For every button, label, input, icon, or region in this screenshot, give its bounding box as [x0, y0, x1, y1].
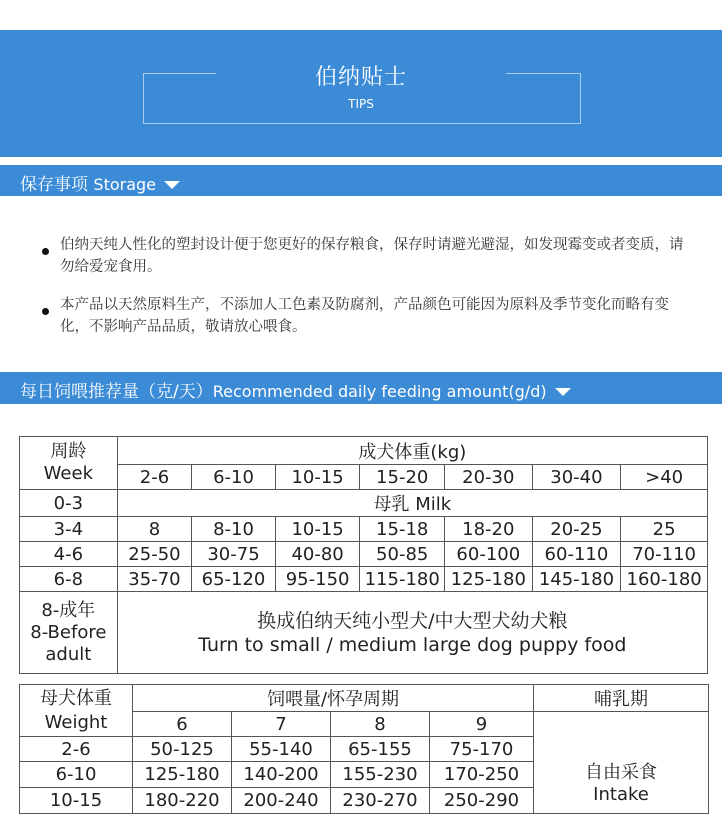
table-cell: 125-180 [133, 762, 232, 788]
table-cell: 8 [117, 517, 192, 542]
lactation-cell: 自由采食 Intake [534, 712, 709, 814]
caret-down-icon [164, 181, 180, 189]
table-cell: 25 [621, 517, 708, 542]
storage-heading: 保存事项 [20, 175, 88, 195]
age-cell: 0-3 [20, 490, 118, 517]
lactation-header: 哺乳期 [534, 685, 709, 712]
milk-cell: 母乳 Milk [117, 490, 707, 517]
table-cell: 75-170 [430, 737, 534, 762]
table-cell: 200-240 [232, 788, 331, 814]
feeding-section-bar[interactable] [0, 372, 722, 404]
table-cell: 8-10 [192, 517, 276, 542]
weight-cell: 10-15 [20, 788, 133, 814]
table-cell: 50-85 [360, 542, 445, 567]
feeding-heading: 每日饲喂推荐量（克/天） [20, 382, 213, 402]
week-col: 6 [133, 712, 232, 737]
storage-item: 本产品以天然原料生产，不添加人工色素及防腐剂，产品颜色可能因为原料及季节变化而略有变化，不影响产品品质，敬请放心喂食。 [60, 297, 669, 335]
table-cell: 40-80 [275, 542, 360, 567]
age-header: 周龄 Week [20, 437, 118, 490]
table-cell: 140-200 [232, 762, 331, 788]
mother-feeding-table [19, 684, 709, 814]
weight-header: 母犬体重 Weight [20, 685, 133, 737]
table-cell: 70-110 [621, 542, 708, 567]
table-cell: 65-155 [331, 737, 430, 762]
feed-header: 饲喂量/怀孕周期 [133, 685, 534, 712]
week-col: 9 [430, 712, 534, 737]
storage-section-bar[interactable] [0, 165, 722, 196]
table-cell: 60-110 [532, 542, 621, 567]
table-cell: 160-180 [621, 567, 708, 592]
table-cell: 250-290 [430, 788, 534, 814]
weight-col: >40 [621, 465, 708, 490]
age-cell: 6-8 [20, 567, 118, 592]
age-cell: 3-4 [20, 517, 118, 542]
weight-col: 10-15 [275, 465, 360, 490]
weight-col: 2-6 [117, 465, 192, 490]
table-cell: 20-25 [532, 517, 621, 542]
bullet-icon [42, 308, 49, 315]
table-cell: 50-125 [133, 737, 232, 762]
week-col: 7 [232, 712, 331, 737]
age-cell: 4-6 [20, 542, 118, 567]
table-cell: 155-230 [331, 762, 430, 788]
weight-col: 20-30 [445, 465, 533, 490]
puppy-feeding-table [19, 436, 708, 674]
table-cell: 95-150 [275, 567, 360, 592]
weight-col: 15-20 [360, 465, 445, 490]
caret-down-icon [555, 388, 571, 396]
table-cell: 65-120 [192, 567, 276, 592]
adult-age-cell: 8-成年 8-Before adult [20, 592, 118, 674]
table-cell: 55-140 [232, 737, 331, 762]
table-cell: 25-50 [117, 542, 192, 567]
feeding-heading-en: Recommended daily feeding amount(g/d) [212, 382, 547, 401]
page-subtitle: TIPS [348, 97, 374, 111]
table-cell: 170-250 [430, 762, 534, 788]
table-cell: 15-18 [360, 517, 445, 542]
weight-col: 30-40 [532, 465, 621, 490]
weight-header: 成犬体重(kg) [117, 437, 707, 465]
page-title: 伯纳贴士 [314, 65, 407, 90]
adult-food-cell: 换成伯纳天纯小型犬/中大型犬幼犬粮 Turn to small / medium large dog puppy food [117, 592, 707, 674]
weight-cell: 2-6 [20, 737, 133, 762]
weight-cell: 6-10 [20, 762, 133, 788]
bullet-icon [42, 248, 49, 255]
table-cell: 60-100 [445, 542, 533, 567]
table-cell: 18-20 [445, 517, 533, 542]
table-cell: 125-180 [445, 567, 533, 592]
table-cell: 10-15 [275, 517, 360, 542]
table-cell: 30-75 [192, 542, 276, 567]
storage-heading-en: Storage [93, 175, 157, 194]
storage-item: 伯纳天纯人性化的塑封设计便于您更好的保存粮食，保存时请避光避湿，如发现霉变或者变质，请勿给爱宠食用。 [60, 237, 684, 275]
table-cell: 145-180 [532, 567, 621, 592]
week-col: 8 [331, 712, 430, 737]
weight-col: 6-10 [192, 465, 276, 490]
table-cell: 180-220 [133, 788, 232, 814]
table-cell: 230-270 [331, 788, 430, 814]
table-cell: 115-180 [360, 567, 445, 592]
table-cell: 35-70 [117, 567, 192, 592]
